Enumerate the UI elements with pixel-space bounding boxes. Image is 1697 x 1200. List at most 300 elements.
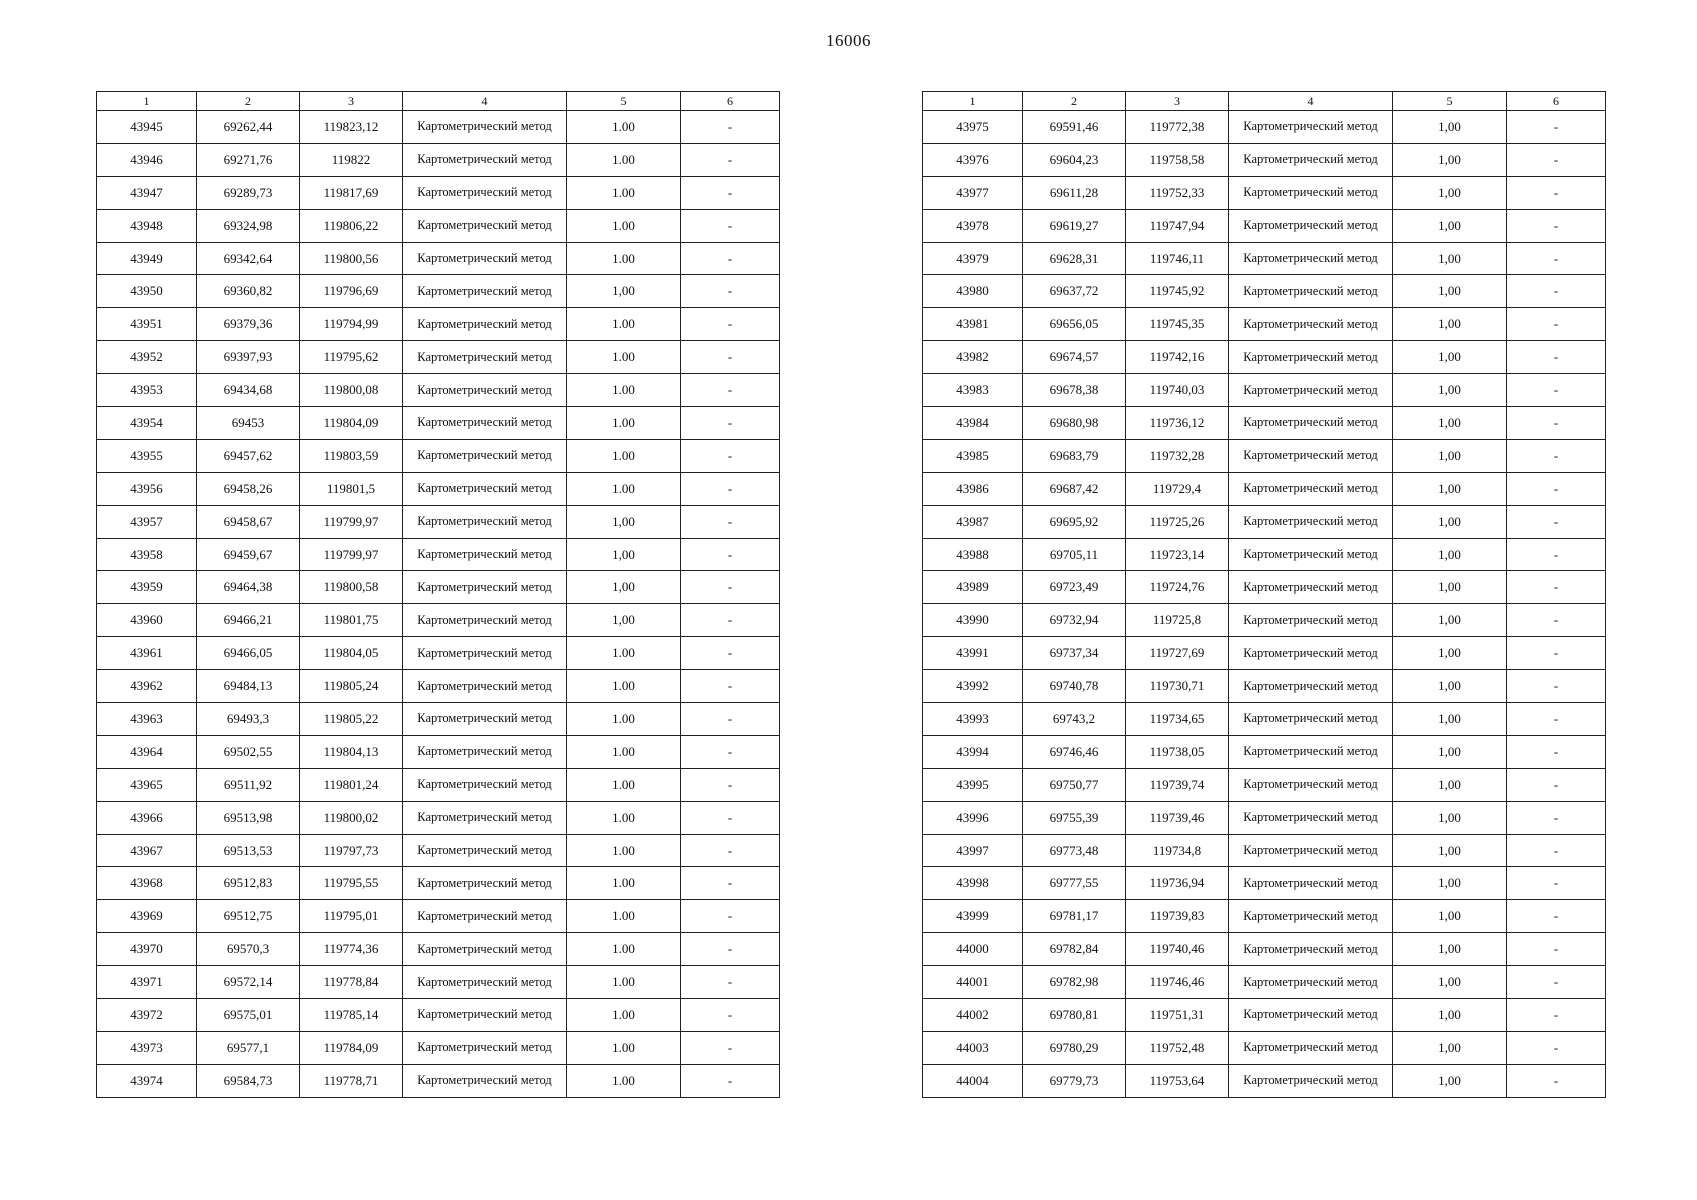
precision-cell: 1.00 xyxy=(567,670,681,703)
table-header-row xyxy=(97,92,780,111)
y-coordinate-cell: 119785,14 xyxy=(300,999,403,1032)
table-row xyxy=(923,933,1606,966)
description-cell: - xyxy=(681,538,780,571)
table-row xyxy=(97,768,780,801)
table-row xyxy=(923,867,1606,900)
method-cell: Картометрический метод xyxy=(1229,111,1393,144)
description-cell: - xyxy=(681,867,780,900)
precision-cell: 1,00 xyxy=(1393,571,1507,604)
x-coordinate-cell: 69780,81 xyxy=(1023,999,1126,1032)
method-cell: Картометрический метод xyxy=(403,933,567,966)
table-row xyxy=(97,1064,780,1097)
y-coordinate-cell: 119739,46 xyxy=(1126,801,1229,834)
table-row xyxy=(923,341,1606,374)
y-coordinate-cell: 119795,55 xyxy=(300,867,403,900)
precision-cell: 1.00 xyxy=(567,407,681,440)
point-number-cell: 43991 xyxy=(923,637,1023,670)
precision-cell: 1,00 xyxy=(567,538,681,571)
method-cell: Картометрический метод xyxy=(1229,735,1393,768)
point-number-cell: 43977 xyxy=(923,176,1023,209)
method-cell: Картометрический метод xyxy=(1229,900,1393,933)
y-coordinate-cell: 119772,38 xyxy=(1126,111,1229,144)
table-row xyxy=(97,143,780,176)
precision-cell: 1,00 xyxy=(1393,966,1507,999)
x-coordinate-cell: 69723,49 xyxy=(1023,571,1126,604)
method-cell: Картометрический метод xyxy=(1229,275,1393,308)
description-cell: - xyxy=(681,472,780,505)
precision-cell: 1.00 xyxy=(567,439,681,472)
table-row xyxy=(923,374,1606,407)
table-row xyxy=(923,703,1606,736)
point-number-cell: 43945 xyxy=(97,111,197,144)
point-number-cell: 43952 xyxy=(97,341,197,374)
precision-cell: 1,00 xyxy=(1393,999,1507,1032)
table-row xyxy=(97,867,780,900)
method-cell: Картометрический метод xyxy=(403,999,567,1032)
x-coordinate-cell: 69781,17 xyxy=(1023,900,1126,933)
point-number-cell: 43995 xyxy=(923,768,1023,801)
point-number-cell: 43990 xyxy=(923,604,1023,637)
precision-cell: 1.00 xyxy=(567,900,681,933)
x-coordinate-cell: 69459,67 xyxy=(197,538,300,571)
y-coordinate-cell: 119746,46 xyxy=(1126,966,1229,999)
y-coordinate-cell: 119774,36 xyxy=(300,933,403,966)
method-cell: Картометрический метод xyxy=(1229,966,1393,999)
x-coordinate-cell: 69780,29 xyxy=(1023,1031,1126,1064)
point-number-cell: 43999 xyxy=(923,900,1023,933)
table-row xyxy=(97,472,780,505)
x-coordinate-cell: 69360,82 xyxy=(197,275,300,308)
description-cell: - xyxy=(1507,472,1606,505)
method-cell: Картометрический метод xyxy=(1229,867,1393,900)
precision-cell: 1.00 xyxy=(567,867,681,900)
point-number-cell: 43978 xyxy=(923,209,1023,242)
description-cell: - xyxy=(681,407,780,440)
x-coordinate-cell: 69782,98 xyxy=(1023,966,1126,999)
y-coordinate-cell: 119805,24 xyxy=(300,670,403,703)
precision-cell: 1,00 xyxy=(1393,900,1507,933)
x-coordinate-cell: 69511,92 xyxy=(197,768,300,801)
precision-cell: 1.00 xyxy=(567,111,681,144)
precision-cell: 1,00 xyxy=(1393,275,1507,308)
x-coordinate-cell: 69570,3 xyxy=(197,933,300,966)
y-coordinate-cell: 119804,05 xyxy=(300,637,403,670)
y-coordinate-cell: 119794,99 xyxy=(300,308,403,341)
precision-cell: 1,00 xyxy=(1393,143,1507,176)
precision-cell: 1.00 xyxy=(567,242,681,275)
precision-cell: 1,00 xyxy=(1393,505,1507,538)
point-number-cell: 43968 xyxy=(97,867,197,900)
y-coordinate-cell: 119740,46 xyxy=(1126,933,1229,966)
precision-cell: 1,00 xyxy=(1393,374,1507,407)
description-cell: - xyxy=(681,735,780,768)
method-cell: Картометрический метод xyxy=(403,801,567,834)
y-coordinate-cell: 119800,56 xyxy=(300,242,403,275)
description-cell: - xyxy=(681,801,780,834)
description-cell: - xyxy=(681,275,780,308)
precision-cell: 1.00 xyxy=(567,472,681,505)
y-coordinate-cell: 119804,13 xyxy=(300,735,403,768)
y-coordinate-cell: 119734,65 xyxy=(1126,703,1229,736)
y-coordinate-cell: 119795,01 xyxy=(300,900,403,933)
precision-cell: 1,00 xyxy=(1393,703,1507,736)
precision-cell: 1,00 xyxy=(1393,801,1507,834)
description-cell: - xyxy=(1507,637,1606,670)
y-coordinate-cell: 119745,92 xyxy=(1126,275,1229,308)
x-coordinate-cell: 69743,2 xyxy=(1023,703,1126,736)
x-coordinate-cell: 69513,98 xyxy=(197,801,300,834)
precision-cell: 1.00 xyxy=(567,768,681,801)
x-coordinate-cell: 69466,21 xyxy=(197,604,300,637)
precision-cell: 1.00 xyxy=(567,1064,681,1097)
y-coordinate-cell: 119738,05 xyxy=(1126,735,1229,768)
method-cell: Картометрический метод xyxy=(1229,209,1393,242)
method-cell: Картометрический метод xyxy=(1229,1031,1393,1064)
y-coordinate-cell: 119739,83 xyxy=(1126,900,1229,933)
method-cell: Картометрический метод xyxy=(403,374,567,407)
column-header: 6 xyxy=(1507,92,1606,111)
point-number-cell: 43974 xyxy=(97,1064,197,1097)
y-coordinate-cell: 119799,97 xyxy=(300,505,403,538)
y-coordinate-cell: 119799,97 xyxy=(300,538,403,571)
point-number-cell: 43989 xyxy=(923,571,1023,604)
description-cell: - xyxy=(681,209,780,242)
column-header: 1 xyxy=(923,92,1023,111)
y-coordinate-cell: 119784,09 xyxy=(300,1031,403,1064)
description-cell: - xyxy=(1507,407,1606,440)
point-number-cell: 43966 xyxy=(97,801,197,834)
description-cell: - xyxy=(1507,900,1606,933)
description-cell: - xyxy=(1507,341,1606,374)
method-cell: Картометрический метод xyxy=(403,472,567,505)
point-number-cell: 44004 xyxy=(923,1064,1023,1097)
y-coordinate-cell: 119800,08 xyxy=(300,374,403,407)
table-row xyxy=(97,176,780,209)
table-row xyxy=(97,209,780,242)
x-coordinate-cell: 69464,38 xyxy=(197,571,300,604)
method-cell: Картометрический метод xyxy=(1229,407,1393,440)
y-coordinate-cell: 119734,8 xyxy=(1126,834,1229,867)
precision-cell: 1.00 xyxy=(567,703,681,736)
method-cell: Картометрический метод xyxy=(403,867,567,900)
precision-cell: 1,00 xyxy=(1393,933,1507,966)
table-row xyxy=(97,735,780,768)
y-coordinate-cell: 119795,62 xyxy=(300,341,403,374)
description-cell: - xyxy=(1507,374,1606,407)
column-header: 3 xyxy=(300,92,403,111)
description-cell: - xyxy=(1507,801,1606,834)
table-row xyxy=(97,505,780,538)
table-row xyxy=(97,1031,780,1064)
y-coordinate-cell: 119742,16 xyxy=(1126,341,1229,374)
x-coordinate-cell: 69619,27 xyxy=(1023,209,1126,242)
point-number-cell: 43960 xyxy=(97,604,197,637)
coordinates-table-right xyxy=(922,91,1606,1098)
point-number-cell: 44000 xyxy=(923,933,1023,966)
column-header: 6 xyxy=(681,92,780,111)
x-coordinate-cell: 69512,75 xyxy=(197,900,300,933)
x-coordinate-cell: 69458,67 xyxy=(197,505,300,538)
table-row xyxy=(923,407,1606,440)
x-coordinate-cell: 69746,46 xyxy=(1023,735,1126,768)
method-cell: Картометрический метод xyxy=(403,637,567,670)
y-coordinate-cell: 119778,71 xyxy=(300,1064,403,1097)
precision-cell: 1.00 xyxy=(567,176,681,209)
y-coordinate-cell: 119803,59 xyxy=(300,439,403,472)
table-row xyxy=(97,538,780,571)
point-number-cell: 43996 xyxy=(923,801,1023,834)
x-coordinate-cell: 69397,93 xyxy=(197,341,300,374)
precision-cell: 1,00 xyxy=(1393,242,1507,275)
x-coordinate-cell: 69342,64 xyxy=(197,242,300,275)
description-cell: - xyxy=(1507,275,1606,308)
table-row xyxy=(923,670,1606,703)
point-number-cell: 43958 xyxy=(97,538,197,571)
column-header: 2 xyxy=(197,92,300,111)
precision-cell: 1,00 xyxy=(1393,439,1507,472)
y-coordinate-cell: 119758,58 xyxy=(1126,143,1229,176)
table-row xyxy=(923,209,1606,242)
y-coordinate-cell: 119801,75 xyxy=(300,604,403,637)
table-row xyxy=(923,571,1606,604)
precision-cell: 1,00 xyxy=(1393,407,1507,440)
point-number-cell: 43971 xyxy=(97,966,197,999)
y-coordinate-cell: 119806,22 xyxy=(300,209,403,242)
method-cell: Картометрический метод xyxy=(403,176,567,209)
precision-cell: 1,00 xyxy=(1393,834,1507,867)
point-number-cell: 43949 xyxy=(97,242,197,275)
precision-cell: 1.00 xyxy=(567,143,681,176)
precision-cell: 1,00 xyxy=(1393,209,1507,242)
table-row xyxy=(97,670,780,703)
table-row xyxy=(97,637,780,670)
point-number-cell: 43962 xyxy=(97,670,197,703)
y-coordinate-cell: 119752,33 xyxy=(1126,176,1229,209)
method-cell: Картометрический метод xyxy=(403,538,567,571)
point-number-cell: 44001 xyxy=(923,966,1023,999)
description-cell: - xyxy=(681,176,780,209)
table-row xyxy=(97,439,780,472)
point-number-cell: 43954 xyxy=(97,407,197,440)
column-header: 2 xyxy=(1023,92,1126,111)
y-coordinate-cell: 119778,84 xyxy=(300,966,403,999)
precision-cell: 1.00 xyxy=(567,308,681,341)
x-coordinate-cell: 69453 xyxy=(197,407,300,440)
point-number-cell: 43973 xyxy=(97,1031,197,1064)
x-coordinate-cell: 69324,98 xyxy=(197,209,300,242)
table-row xyxy=(97,966,780,999)
description-cell: - xyxy=(681,834,780,867)
precision-cell: 1,00 xyxy=(567,571,681,604)
table-row xyxy=(923,275,1606,308)
method-cell: Картометрический метод xyxy=(403,900,567,933)
description-cell: - xyxy=(1507,834,1606,867)
table-row xyxy=(97,407,780,440)
table-row xyxy=(97,801,780,834)
table-row xyxy=(923,604,1606,637)
point-number-cell: 43979 xyxy=(923,242,1023,275)
description-cell: - xyxy=(681,374,780,407)
precision-cell: 1.00 xyxy=(567,999,681,1032)
point-number-cell: 43993 xyxy=(923,703,1023,736)
x-coordinate-cell: 69777,55 xyxy=(1023,867,1126,900)
method-cell: Картометрический метод xyxy=(1229,801,1393,834)
point-number-cell: 43946 xyxy=(97,143,197,176)
x-coordinate-cell: 69779,73 xyxy=(1023,1064,1126,1097)
method-cell: Картометрический метод xyxy=(1229,999,1393,1032)
point-number-cell: 43969 xyxy=(97,900,197,933)
table-row xyxy=(97,111,780,144)
x-coordinate-cell: 69782,84 xyxy=(1023,933,1126,966)
method-cell: Картометрический метод xyxy=(1229,439,1393,472)
point-number-cell: 43953 xyxy=(97,374,197,407)
y-coordinate-cell: 119752,48 xyxy=(1126,1031,1229,1064)
table-row xyxy=(97,374,780,407)
point-number-cell: 43998 xyxy=(923,867,1023,900)
point-number-cell: 43982 xyxy=(923,341,1023,374)
y-coordinate-cell: 119725,8 xyxy=(1126,604,1229,637)
method-cell: Картометрический метод xyxy=(1229,1064,1393,1097)
description-cell: - xyxy=(681,604,780,637)
x-coordinate-cell: 69773,48 xyxy=(1023,834,1126,867)
table-row xyxy=(923,999,1606,1032)
description-cell: - xyxy=(681,341,780,374)
x-coordinate-cell: 69434,68 xyxy=(197,374,300,407)
precision-cell: 1.00 xyxy=(567,209,681,242)
description-cell: - xyxy=(1507,439,1606,472)
y-coordinate-cell: 119723,14 xyxy=(1126,538,1229,571)
description-cell: - xyxy=(681,1031,780,1064)
description-cell: - xyxy=(681,1064,780,1097)
method-cell: Картометрический метод xyxy=(1229,176,1393,209)
table-row xyxy=(97,999,780,1032)
y-coordinate-cell: 119801,24 xyxy=(300,768,403,801)
x-coordinate-cell: 69628,31 xyxy=(1023,242,1126,275)
point-number-cell: 43980 xyxy=(923,275,1023,308)
precision-cell: 1.00 xyxy=(567,801,681,834)
column-header: 1 xyxy=(97,92,197,111)
description-cell: - xyxy=(1507,604,1606,637)
description-cell: - xyxy=(1507,768,1606,801)
point-number-cell: 43965 xyxy=(97,768,197,801)
y-coordinate-cell: 119751,31 xyxy=(1126,999,1229,1032)
method-cell: Картометрический метод xyxy=(1229,604,1393,637)
description-cell: - xyxy=(1507,1031,1606,1064)
table-row xyxy=(97,341,780,374)
description-cell: - xyxy=(1507,966,1606,999)
x-coordinate-cell: 69466,05 xyxy=(197,637,300,670)
table-row xyxy=(923,637,1606,670)
column-header: 5 xyxy=(567,92,681,111)
table-row xyxy=(923,768,1606,801)
precision-cell: 1,00 xyxy=(567,505,681,538)
description-cell: - xyxy=(1507,933,1606,966)
precision-cell: 1.00 xyxy=(567,374,681,407)
precision-cell: 1,00 xyxy=(1393,341,1507,374)
x-coordinate-cell: 69584,73 xyxy=(197,1064,300,1097)
table-row xyxy=(97,834,780,867)
x-coordinate-cell: 69674,57 xyxy=(1023,341,1126,374)
y-coordinate-cell: 119732,28 xyxy=(1126,439,1229,472)
description-cell: - xyxy=(681,143,780,176)
precision-cell: 1,00 xyxy=(1393,867,1507,900)
method-cell: Картометрический метод xyxy=(1229,933,1393,966)
point-number-cell: 43970 xyxy=(97,933,197,966)
table-row xyxy=(923,1031,1606,1064)
table-row xyxy=(923,242,1606,275)
x-coordinate-cell: 69604,23 xyxy=(1023,143,1126,176)
method-cell: Картометрический метод xyxy=(1229,472,1393,505)
description-cell: - xyxy=(681,900,780,933)
point-number-cell: 43992 xyxy=(923,670,1023,703)
description-cell: - xyxy=(681,966,780,999)
method-cell: Картометрический метод xyxy=(1229,242,1393,275)
table-row xyxy=(97,900,780,933)
method-cell: Картометрический метод xyxy=(1229,571,1393,604)
description-cell: - xyxy=(681,505,780,538)
point-number-cell: 43948 xyxy=(97,209,197,242)
y-coordinate-cell: 119822 xyxy=(300,143,403,176)
x-coordinate-cell: 69750,77 xyxy=(1023,768,1126,801)
y-coordinate-cell: 119729,4 xyxy=(1126,472,1229,505)
description-cell: - xyxy=(681,703,780,736)
table-row xyxy=(923,143,1606,176)
x-coordinate-cell: 69457,62 xyxy=(197,439,300,472)
table-row xyxy=(923,1064,1606,1097)
method-cell: Картометрический метод xyxy=(403,275,567,308)
description-cell: - xyxy=(1507,670,1606,703)
method-cell: Картометрический метод xyxy=(403,308,567,341)
description-cell: - xyxy=(1507,176,1606,209)
precision-cell: 1,00 xyxy=(1393,111,1507,144)
table-row xyxy=(923,801,1606,834)
description-cell: - xyxy=(1507,209,1606,242)
y-coordinate-cell: 119817,69 xyxy=(300,176,403,209)
description-cell: - xyxy=(681,242,780,275)
x-coordinate-cell: 69695,92 xyxy=(1023,505,1126,538)
page-number: 16006 xyxy=(826,31,871,50)
point-number-cell: 43957 xyxy=(97,505,197,538)
x-coordinate-cell: 69683,79 xyxy=(1023,439,1126,472)
method-cell: Картометрический метод xyxy=(403,1064,567,1097)
method-cell: Картометрический метод xyxy=(1229,768,1393,801)
x-coordinate-cell: 69591,46 xyxy=(1023,111,1126,144)
method-cell: Картометрический метод xyxy=(403,242,567,275)
method-cell: Картометрический метод xyxy=(1229,374,1393,407)
point-number-cell: 43964 xyxy=(97,735,197,768)
description-cell: - xyxy=(1507,111,1606,144)
y-coordinate-cell: 119727,69 xyxy=(1126,637,1229,670)
x-coordinate-cell: 69271,76 xyxy=(197,143,300,176)
y-coordinate-cell: 119801,5 xyxy=(300,472,403,505)
method-cell: Картометрический метод xyxy=(403,111,567,144)
method-cell: Картометрический метод xyxy=(403,966,567,999)
method-cell: Картометрический метод xyxy=(1229,834,1393,867)
x-coordinate-cell: 69493,3 xyxy=(197,703,300,736)
description-cell: - xyxy=(681,439,780,472)
x-coordinate-cell: 69755,39 xyxy=(1023,801,1126,834)
description-cell: - xyxy=(1507,703,1606,736)
y-coordinate-cell: 119739,74 xyxy=(1126,768,1229,801)
method-cell: Картометрический метод xyxy=(403,209,567,242)
y-coordinate-cell: 119736,94 xyxy=(1126,867,1229,900)
table-row xyxy=(923,176,1606,209)
method-cell: Картометрический метод xyxy=(1229,637,1393,670)
point-number-cell: 43963 xyxy=(97,703,197,736)
method-cell: Картометрический метод xyxy=(1229,538,1393,571)
precision-cell: 1,00 xyxy=(1393,538,1507,571)
x-coordinate-cell: 69458,26 xyxy=(197,472,300,505)
